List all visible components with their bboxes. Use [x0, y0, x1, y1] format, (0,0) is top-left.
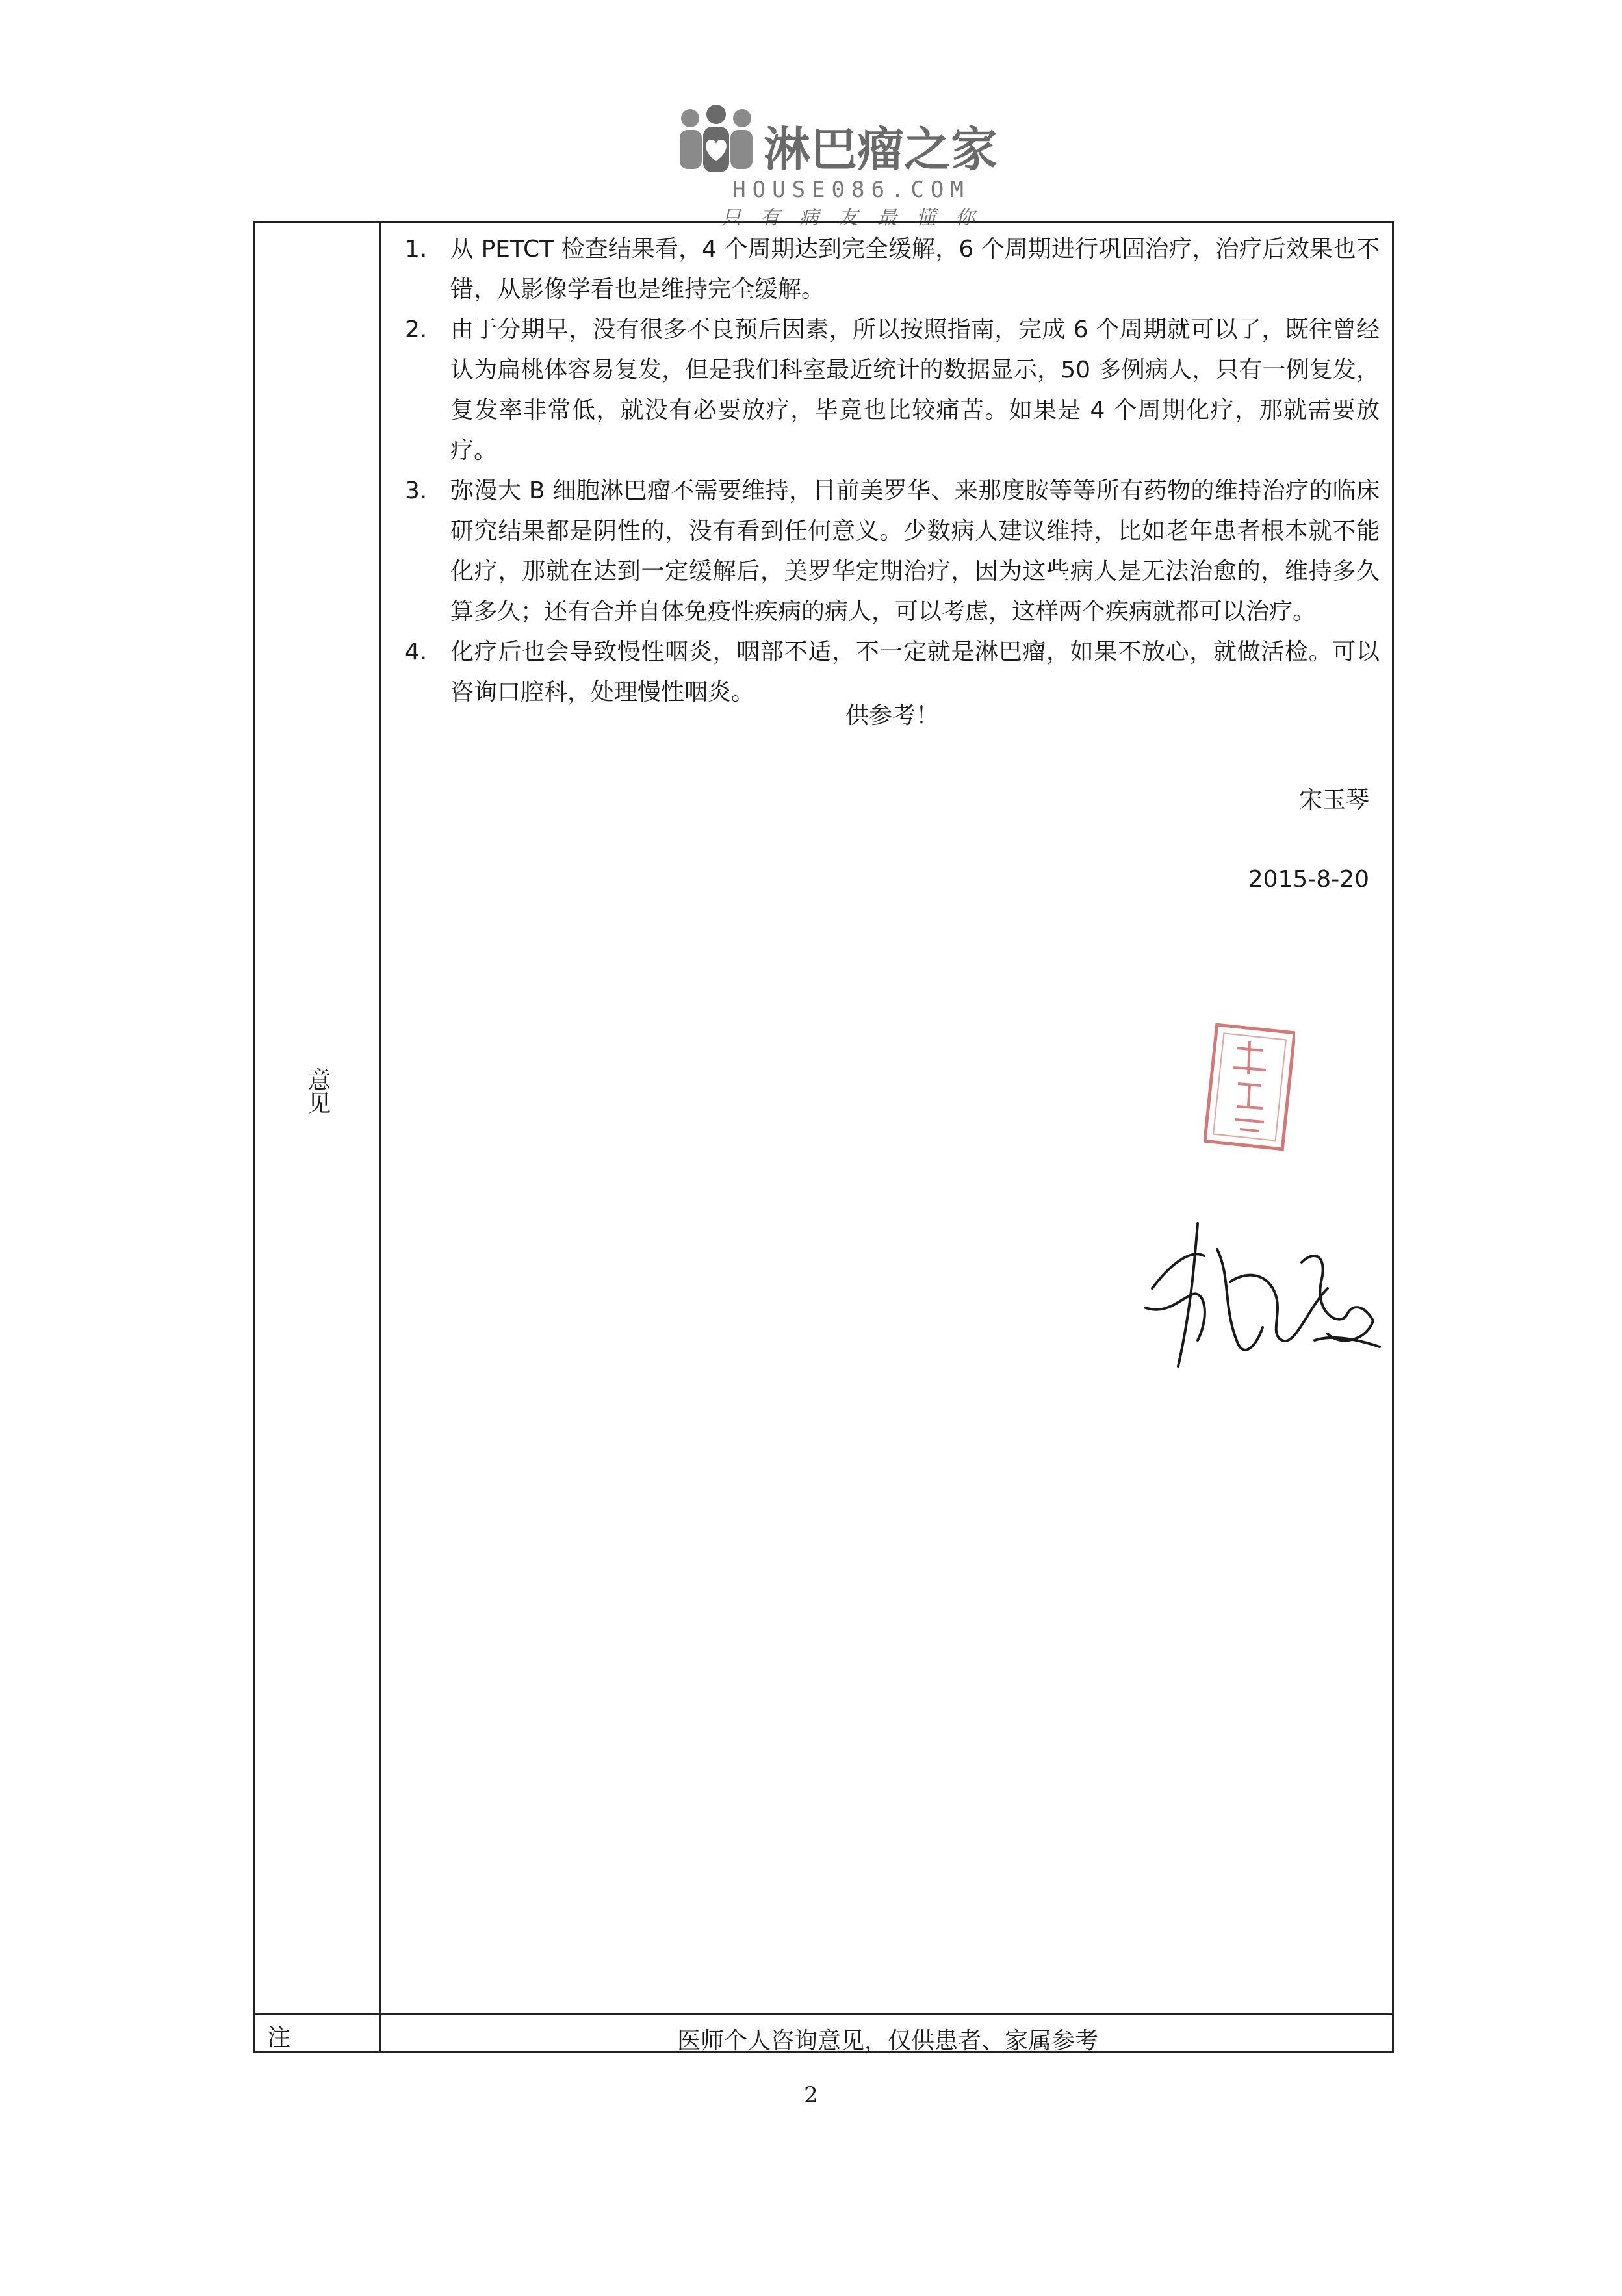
- site-url: HOUSE086.COM: [732, 177, 970, 203]
- site-slogan: 只有病友最懂你: [721, 207, 994, 229]
- item-text: 由于分期早，没有很多不良预后因素，所以按照指南，完成 6 个周期就可以了，既往曾经认为扁桃体容易复发，但是我们科室最近统计的数据显示，50 多例病人，只有一例复发，复发率非常低，就没有必要放疗，毕竟也比较痛苦。如果是 4 个周期化疗，那就需要放疗。: [450, 316, 1380, 464]
- row-divider: [255, 2013, 1392, 2015]
- opinion-item: [405, 229, 1380, 310]
- opinion-content: [405, 229, 1380, 713]
- item-text: 化疗后也会导致慢性咽炎，咽部不适，不一定就是淋巴瘤，如果不放心，就做活检。可以咨询口腔科，处理慢性咽炎。: [450, 639, 1380, 706]
- handwritten-signature: [1133, 1210, 1393, 1386]
- people-heart-icon: [676, 104, 757, 175]
- section-label-opinion: [255, 1067, 379, 1121]
- item-number: 4.: [405, 639, 428, 665]
- item-number: 2.: [405, 316, 428, 343]
- doctor-seal-stamp: [1204, 1022, 1295, 1152]
- note-label: 注: [267, 2024, 291, 2051]
- closing-remark: 供参考！: [845, 702, 939, 729]
- item-text: 弥漫大 B 细胞淋巴瘤不需要维持，目前美罗华、来那度胺等等所有药物的维持治疗的临床研究结果都是阴性的，没有看到任何意义。少数病人建议维持，比如老年患者根本就不能化疗，那就在达到一定缓解后，美罗华定期治疗，因为这些病人是无法治愈的，维持多久算多久；还有合并自体免疫性疾病的病人，可以考虑，这样两个疾病就都可以治疗。: [450, 478, 1380, 625]
- signer-name: 宋玉琴: [1298, 787, 1369, 813]
- note-text: 医师个人咨询意见，仅供患者、家属参考: [676, 2028, 1098, 2054]
- item-text: 从 PETCT 检查结果看，4 个周期达到完全缓解，6 个周期进行巩固治疗，治疗后效果也不错，从影像学看也是维持完全缓解。: [450, 236, 1380, 303]
- section-label-text: 意见: [304, 1067, 331, 1114]
- page-number: 2: [804, 2082, 818, 2108]
- item-number: 3.: [405, 478, 428, 504]
- opinion-item: [405, 310, 1380, 471]
- site-name: 淋巴瘤之家: [764, 122, 998, 177]
- opinion-table: [253, 221, 1394, 2053]
- item-number: 1.: [405, 236, 428, 262]
- column-divider: [379, 223, 381, 2051]
- opinion-item: [405, 471, 1380, 632]
- signature-date: 2015-8-20: [1248, 866, 1369, 893]
- site-header: [676, 97, 1027, 229]
